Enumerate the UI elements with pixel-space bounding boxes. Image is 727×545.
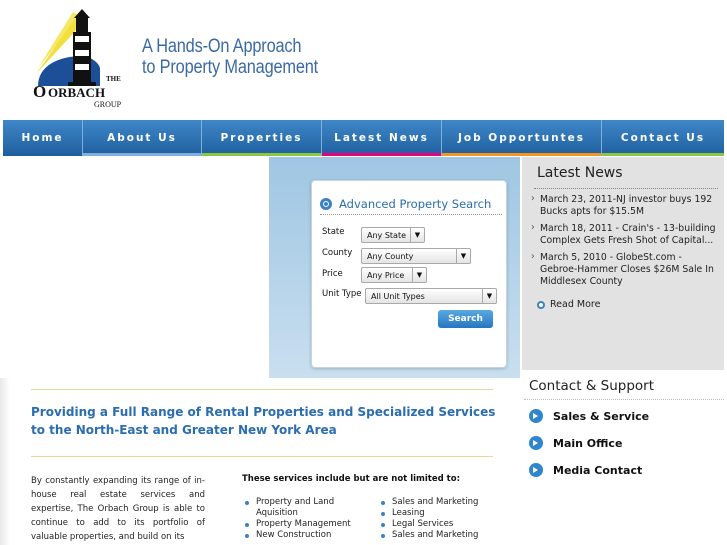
services-heading: These services include but are not limited to:	[242, 474, 460, 484]
content-edge-shadow	[0, 378, 10, 545]
orbach-logo[interactable]	[28, 6, 128, 110]
svg-text:THE: THE	[106, 75, 121, 83]
unit-type-select-value: All Unit Types	[371, 291, 425, 301]
main-office-link[interactable]	[529, 436, 622, 450]
chevron-down-icon: ▼	[456, 249, 470, 263]
nav-latest-news-label: Latest News	[334, 132, 429, 144]
lighthouse-icon	[28, 6, 128, 110]
svg-text:GROUP: GROUP	[94, 100, 122, 109]
service-item: Sales and Marketing	[378, 530, 478, 541]
arrow-right-icon	[529, 463, 543, 477]
nav-contact-us-label: Contact Us	[620, 132, 706, 144]
state-select-value: Any State	[367, 230, 406, 240]
contact-divider	[524, 399, 724, 400]
nav-contact-us[interactable]	[602, 120, 724, 156]
nav-about-us-label: About Us	[107, 132, 177, 144]
main-heading: Providing a Full Range of Rental Properties and Specialized Services to the North-East and Greater New York Area	[31, 405, 496, 437]
nav-latest-news-accent	[322, 153, 441, 156]
county-select[interactable]	[361, 248, 471, 264]
unit-type-select[interactable]	[365, 288, 497, 304]
nav-home-label: Home	[21, 132, 64, 144]
service-item: Leasing	[378, 508, 478, 519]
media-contact-link[interactable]	[529, 463, 642, 477]
price-select[interactable]	[361, 267, 427, 283]
nav-about-us[interactable]	[83, 120, 202, 156]
intro-paragraph: By constantly expanding its range of in-house real estate services and expertise, The Orbach Group is able to continue to add to its portfolio of valuable properties, and build on its	[31, 476, 205, 542]
news-item[interactable]: › March 18, 2011 - Crain's - 13-building Complex Gets Fresh Shot of Capital...	[540, 223, 716, 247]
svg-text:ORBACH: ORBACH	[48, 85, 106, 100]
chevron-down-icon: ▼	[410, 228, 424, 242]
service-item: New Construction	[242, 530, 351, 541]
svg-text:O: O	[33, 82, 47, 101]
nav-about-us-accent	[83, 153, 201, 156]
tagline-line-2: to Property Management	[142, 57, 319, 78]
service-item: Property Management	[242, 519, 351, 530]
media-contact-label: Media Contact	[553, 463, 643, 477]
services-list-1	[242, 497, 351, 541]
nav-job-opportunities[interactable]	[442, 120, 602, 156]
search-title	[320, 193, 502, 215]
county-label: County	[322, 248, 353, 258]
latest-news-title: Latest News	[537, 165, 623, 181]
latest-news-panel	[522, 157, 724, 370]
heading-top-rule	[31, 389, 493, 390]
service-item: Aquisition	[256, 508, 298, 518]
service-item: Property and Land	[242, 497, 351, 508]
arrow-right-icon	[529, 409, 543, 423]
county-select-value: Any County	[367, 251, 414, 261]
tagline-line-1: A Hands-On Approach	[142, 36, 302, 57]
advanced-search-panel	[311, 180, 507, 368]
news-item[interactable]: › March 23, 2011-NJ investor buys 192 Bucks apts for $15.5M	[540, 194, 716, 218]
nav-job-opportunities-label: Job Opportuntes	[457, 132, 585, 144]
tagline	[142, 36, 318, 78]
heading-bottom-rule	[31, 456, 493, 457]
nav-home[interactable]	[3, 120, 83, 156]
service-item: Legal Services	[378, 519, 478, 530]
nav-properties-label: Properties	[220, 132, 303, 144]
chevron-down-icon: ▼	[482, 289, 496, 303]
service-item: Sales and Marketing	[378, 497, 478, 508]
nav-job-opportunities-accent	[442, 153, 601, 156]
arrow-right-icon	[529, 436, 543, 450]
search-button[interactable]: Search	[438, 310, 493, 328]
nav-home-accent	[3, 153, 82, 156]
sales-service-link[interactable]	[529, 409, 649, 423]
nav-properties[interactable]	[202, 120, 322, 156]
unit-type-label: Unit Type	[322, 289, 362, 299]
nav-properties-accent	[202, 153, 321, 156]
state-label: State	[322, 227, 345, 237]
state-select[interactable]	[361, 227, 425, 243]
nav-contact-us-accent	[602, 153, 724, 156]
price-select-value: Any Price	[367, 270, 405, 280]
read-more-link[interactable]	[537, 299, 600, 310]
main-nav	[3, 120, 724, 156]
bullet-icon	[537, 301, 545, 309]
services-list-2	[378, 497, 478, 541]
chevron-down-icon: ▼	[412, 268, 426, 282]
read-more-label: Read More	[550, 299, 601, 310]
news-item[interactable]: › March 5, 2010 - GlobeSt.com - Gebroe-Hammer Closes $26M Sale In Middlesex County	[540, 252, 716, 288]
news-divider	[534, 188, 718, 189]
contact-support-title: Contact & Support	[529, 378, 655, 394]
sales-service-label: Sales & Service	[553, 409, 650, 423]
search-title-text: Advanced Property Search	[339, 196, 492, 211]
price-label: Price	[322, 269, 343, 279]
nav-latest-news[interactable]	[322, 120, 442, 156]
search-icon	[320, 198, 332, 210]
main-office-label: Main Office	[553, 436, 623, 450]
